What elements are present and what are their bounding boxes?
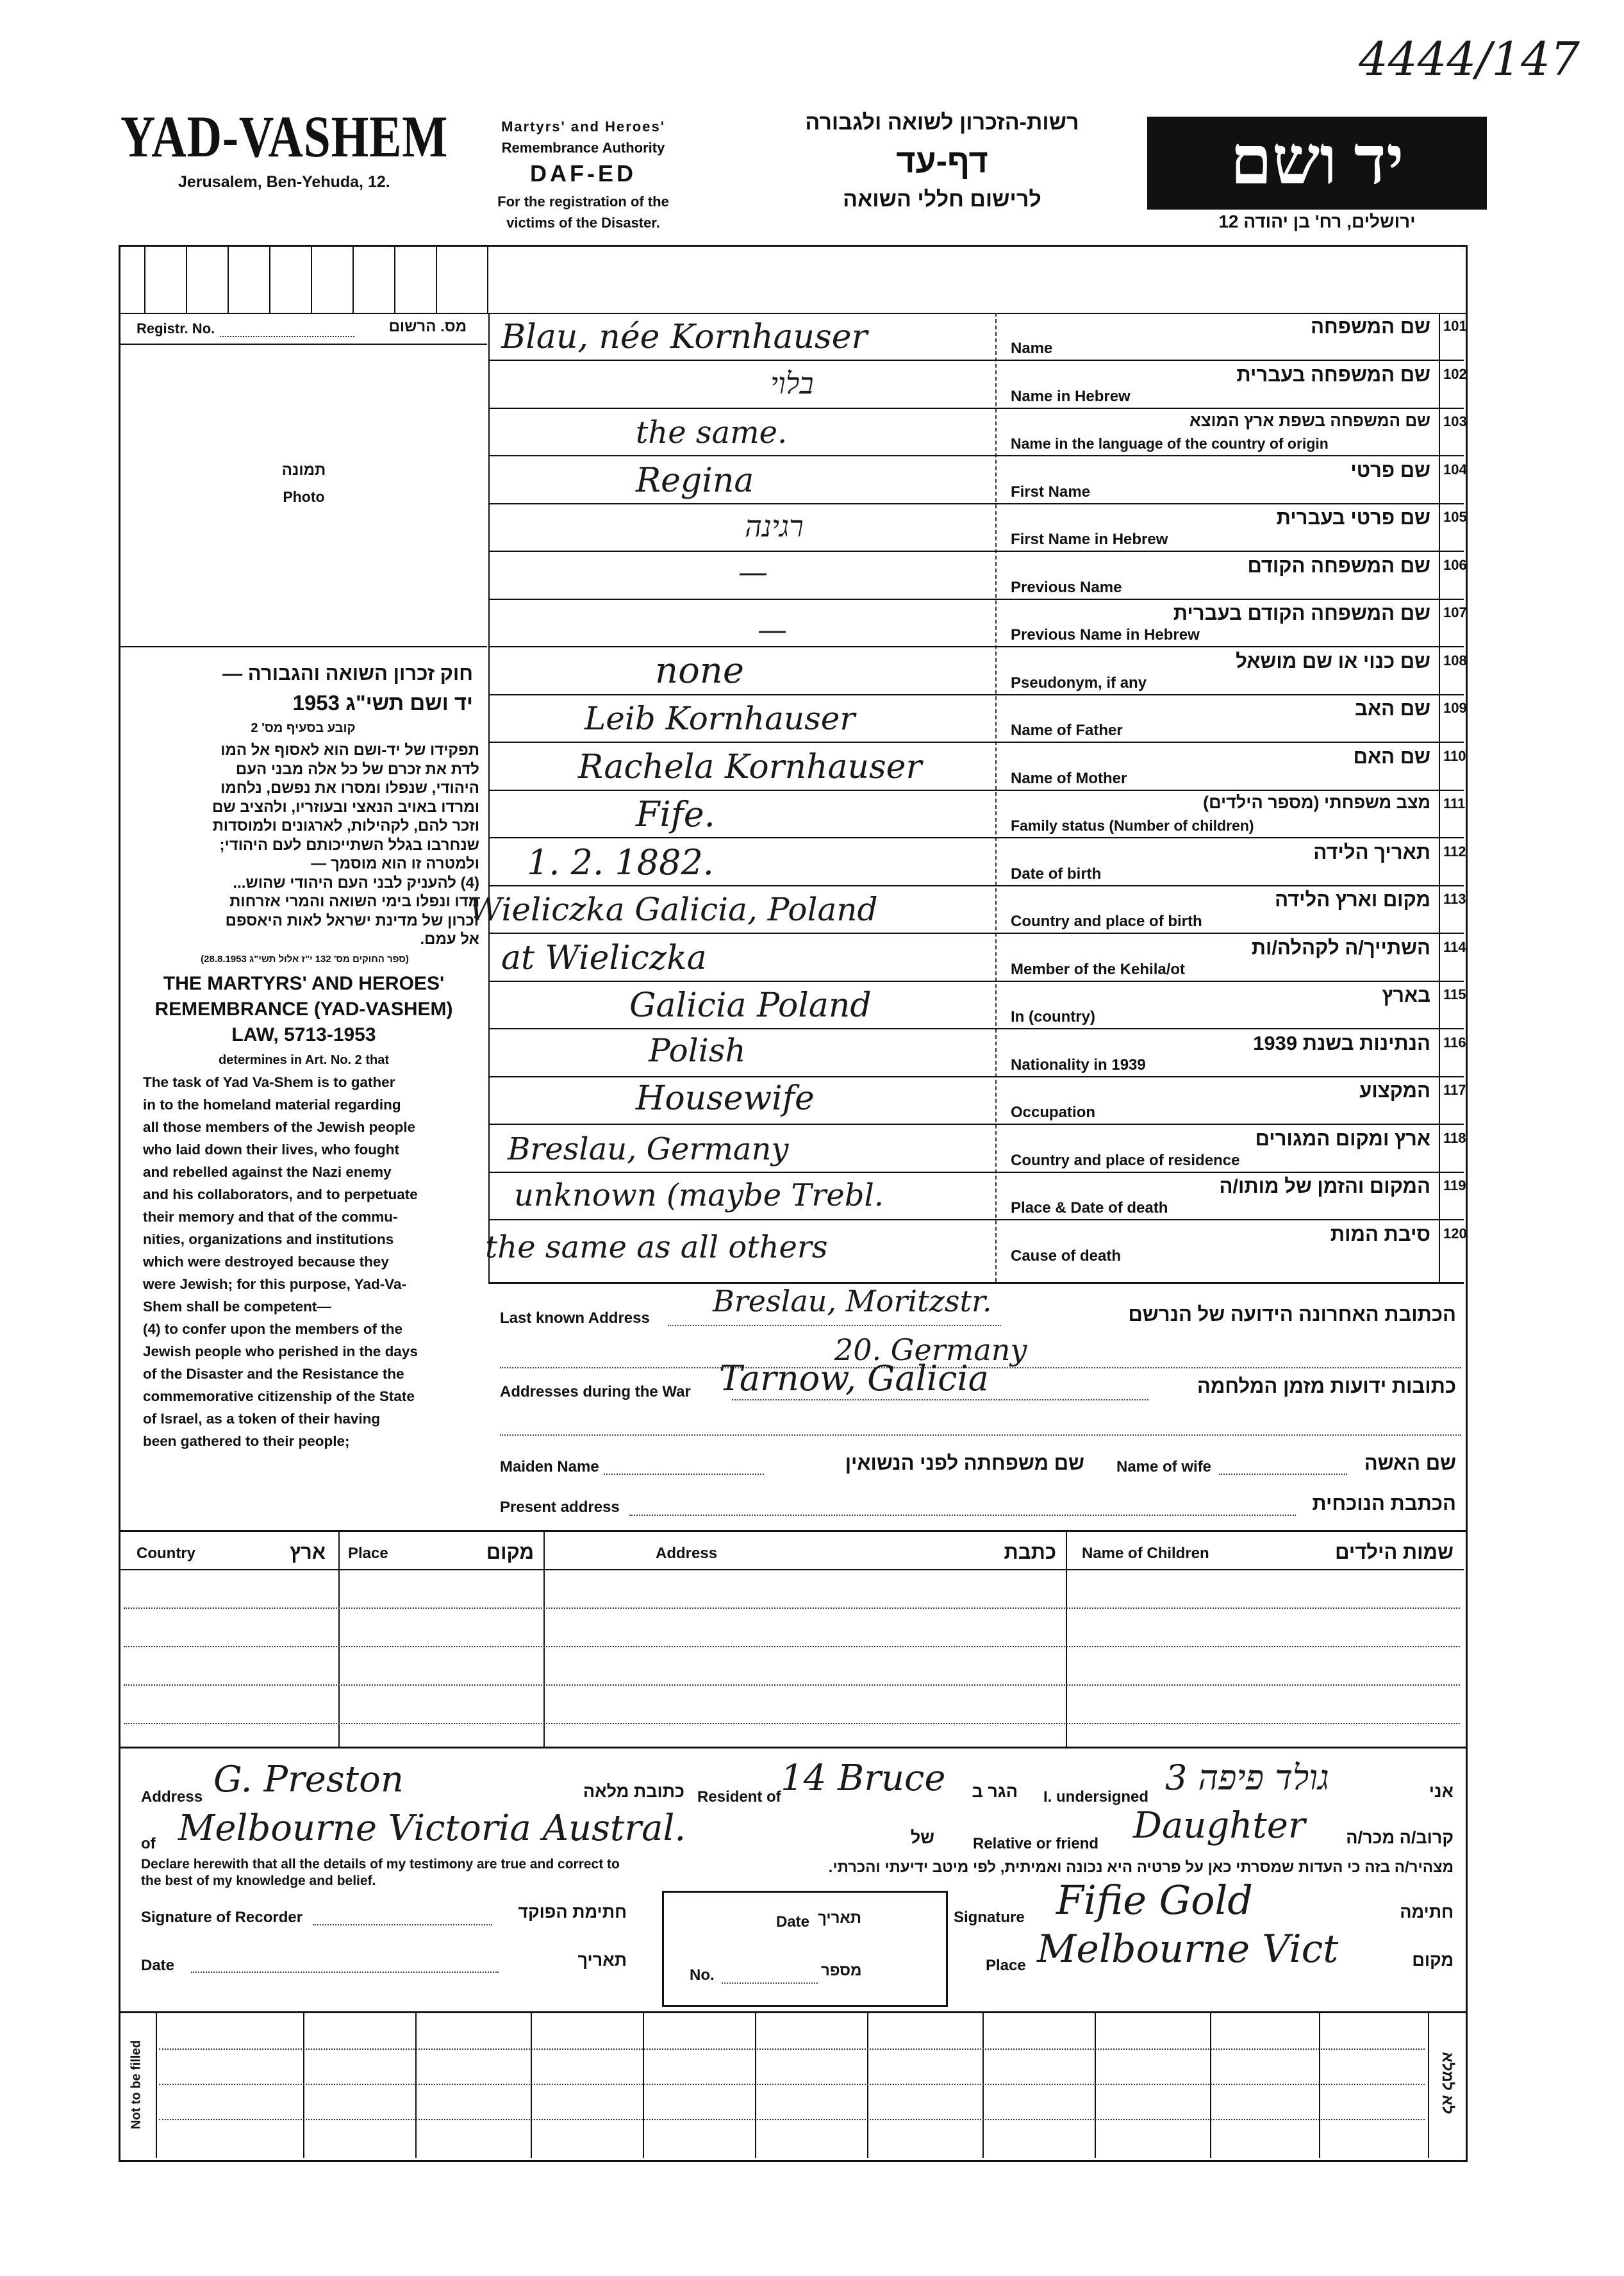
place-value[interactable]: Melbourne Vict — [1037, 1927, 1339, 1972]
wife-name-heb: שם האשה — [1364, 1452, 1456, 1474]
col-address: Address — [656, 1545, 718, 1562]
field-row-109 — [488, 695, 1467, 742]
field-label-en: Name in the language of the country of origin — [1011, 435, 1329, 452]
field-number: 110 — [1443, 747, 1466, 764]
date-heb: תאריך — [577, 1950, 627, 1970]
address-block — [488, 1284, 1464, 1530]
declaration-block — [120, 1749, 1464, 1984]
field-value[interactable]: 1. 2. 1882. — [527, 842, 714, 883]
law-en-line: of Israel, as a token of their having — [143, 1411, 381, 1427]
law-en-line: which were destroyed because they — [143, 1254, 389, 1270]
field-value[interactable]: Breslau, Germany — [508, 1131, 789, 1167]
place-label: Place — [986, 1957, 1026, 1974]
last-address-label: Last known Address — [500, 1309, 650, 1327]
law-en-line: all those members of the Jewish people — [143, 1119, 416, 1135]
law-heb-line: (4) להעניק לבני העם היהודי שהוש... — [233, 874, 479, 892]
field-label-heb: הנתינות בשנת 1939 — [1253, 1031, 1430, 1054]
law-en-title-1: THE MARTYRS' AND HEROES' — [163, 973, 445, 994]
field-row-101 — [488, 313, 1467, 360]
children-table — [120, 1532, 1464, 1747]
field-value[interactable]: Polish — [649, 1031, 746, 1069]
field-label-en: Pseudonym, if any — [1011, 674, 1147, 692]
field-row-114 — [488, 934, 1464, 981]
field-value[interactable]: Blau, née Kornhauser — [501, 318, 868, 356]
field-label-en: Member of the Kehila/ot — [1011, 960, 1186, 978]
field-label-heb: המקום והזמן של מותו/ה — [1219, 1175, 1430, 1197]
col-place-heb: מקום — [486, 1541, 534, 1563]
law-en-title-2: REMEMBRANCE (YAD-VASHEM) — [154, 999, 453, 1020]
field-value[interactable]: none — [655, 649, 744, 692]
law-heb-title-2: יד ושם תשי"ג 1953 — [292, 691, 473, 715]
field-number: 109 — [1443, 700, 1467, 716]
signature-label: Signature — [954, 1909, 1025, 1926]
field-label-heb: מקום וארץ הלידה — [1275, 888, 1430, 911]
law-en-line: The task of Yad Va-Shem is to gather — [143, 1074, 395, 1090]
field-value[interactable]: Wieliczka Galicia, Poland — [469, 891, 878, 928]
header-subtitle-2: Remembrance Authority — [501, 140, 665, 156]
field-number: 116 — [1443, 1034, 1466, 1051]
law-heb-line: זכרון של מדינת ישראל לאות היאספם — [225, 911, 479, 929]
law-en-line: of the Disaster and the Resistance the — [143, 1366, 404, 1382]
field-value[interactable]: בלוי — [770, 365, 814, 401]
hebrew-subtitle: לרישום חללי השואה — [843, 187, 1041, 212]
box-no-heb: מספר — [821, 1962, 862, 1979]
field-label-heb: סיבת המות — [1330, 1222, 1430, 1245]
field-label-heb: שם המשפחה הקודם בעברית — [1173, 602, 1430, 624]
field-label-en: Name in Hebrew — [1011, 387, 1131, 405]
signature-value[interactable]: Fifie Gold — [1056, 1877, 1253, 1923]
signature-heb: חתימה — [1400, 1902, 1454, 1922]
law-heb-line: מדו ונפלו בימי השואה והמרי אזרחות — [229, 893, 479, 910]
field-number: 102 — [1443, 365, 1467, 382]
law-heb-line: לדת את זכרם של כל אלה מבני העם — [235, 760, 479, 778]
address-heb: כתובת מלאה — [583, 1782, 684, 1801]
archive-number-note: 4444/147 — [1359, 32, 1580, 86]
field-row-111 — [488, 790, 1464, 838]
law-heb-line: ולמטרה זו הוא מוסמך — — [311, 855, 479, 872]
field-label-en: Previous Name in Hebrew — [1011, 626, 1200, 644]
yad-vashem-logo — [1147, 117, 1487, 210]
field-label-heb: ארץ ומקום המגורים — [1255, 1127, 1430, 1150]
law-heb-ref: (ספר החוקים מס' 132 י"ז אלול תשי"ג 28.8.1953) — [201, 954, 409, 965]
field-label-en: Country and place of residence — [1011, 1151, 1240, 1169]
left-panel — [120, 313, 487, 1531]
field-value[interactable]: רגינה — [745, 509, 804, 544]
field-label-en: Cause of death — [1011, 1247, 1122, 1265]
law-en-line: commemorative citizenship of the State — [143, 1388, 415, 1404]
law-en-line: (4) to confer upon the members of the — [143, 1321, 403, 1337]
field-label-en: First Name — [1011, 483, 1091, 501]
field-number: 117 — [1443, 1082, 1466, 1098]
field-number: 115 — [1443, 986, 1466, 1002]
field-value[interactable]: Housewife — [636, 1079, 815, 1118]
field-row-108 — [488, 647, 1467, 695]
law-en-line: Shem shall be competent— — [143, 1299, 331, 1315]
present-address-heb: הכתבת הנוכחית — [1312, 1492, 1456, 1515]
law-heb-line: אל עמם. — [420, 931, 479, 948]
maiden-name-heb: שם משפחתה לפני הנשואין — [845, 1452, 1084, 1474]
col-children: Name of Children — [1082, 1545, 1209, 1562]
field-number: 107 — [1443, 604, 1467, 620]
divider — [120, 1569, 1464, 1570]
header-address: Jerusalem, Ben-Yehuda, 12. — [178, 173, 390, 191]
field-row-119 — [488, 1172, 1464, 1220]
field-row-102 — [488, 361, 1467, 408]
field-label-heb: שם המשפחה הקודם — [1247, 554, 1430, 577]
field-label-heb: שם המשפחה בעברית — [1236, 363, 1430, 386]
field-label-en: Place & Date of death — [1011, 1199, 1168, 1217]
relative-heb: קרוב/ה מכר/ה — [1346, 1828, 1454, 1847]
resident-value[interactable]: 14 Bruce — [781, 1757, 946, 1799]
field-number: 101 — [1443, 318, 1467, 334]
undersigned-value[interactable]: גולד פיפה 3 — [1165, 1757, 1329, 1798]
law-en-line: who laid down their lives, who fought — [143, 1142, 399, 1158]
office-stamp-box — [662, 1891, 948, 2007]
divider — [487, 245, 488, 313]
law-heb-line: וזכר להם, לקהילות, לארגונים ולמוסדות — [212, 817, 479, 835]
law-heb-line: היהודי, שנפלו ומסרו את נפשם, נלחמו — [220, 779, 479, 797]
header-subtitle-1: Martyrs' and Heroes' — [501, 119, 665, 135]
recorder-signature-heb: חתימת הפוקד — [518, 1902, 627, 1922]
field-number: 103 — [1443, 413, 1467, 429]
field-row-106 — [488, 552, 1467, 599]
law-en-line: were Jewish; for this purpose, Yad-Va- — [143, 1276, 406, 1292]
divider — [120, 646, 487, 647]
field-label-heb: מצב משפחתי (מספר הילדים) — [1203, 793, 1430, 812]
field-value[interactable]: at Wieliczka — [501, 938, 707, 977]
law-heb-line: ומרדו באויב הנאצי ובעוזריו, ולהציב שם — [212, 798, 479, 816]
field-row-118 — [488, 1125, 1464, 1172]
registr-heb: מס. הרשום — [388, 318, 467, 335]
address-label: Address — [141, 1788, 203, 1806]
law-en-line: in to the homeland material regarding — [143, 1097, 401, 1113]
registr-label: Registr. No. — [137, 320, 215, 336]
law-heb-body — [130, 741, 479, 949]
field-row-105 — [488, 504, 1467, 551]
col-place: Place — [348, 1545, 388, 1562]
field-label-heb: שם כנוי או שם מושאל — [1236, 649, 1430, 672]
declaration-en: Declare herewith that all the details of my testimony are true and correct to the best of my knowledge and belief. — [141, 1857, 620, 1888]
field-label-en: Name of Father — [1011, 722, 1123, 739]
field-label-heb: שם המשפחה — [1311, 315, 1430, 338]
date-label: Date — [141, 1957, 175, 1974]
of-value[interactable]: Melbourne Victoria Austral. — [178, 1807, 686, 1849]
logo-text: יד ושם — [1230, 123, 1404, 198]
undersigned-heb: אני — [1429, 1782, 1454, 1801]
relative-label: Relative or friend — [973, 1835, 1099, 1852]
resident-heb: הגר ב — [972, 1782, 1018, 1801]
field-value[interactable]: — — [738, 554, 768, 589]
field-row-112 — [488, 838, 1464, 886]
declaration-heb: מצהיר/ה בזה כי העדות שמסרתי כאן על פרטיה היא נכונה ואמיתית, לפי מיטב ידיעתי והכרתי. — [828, 1859, 1454, 1876]
field-value[interactable]: — — [758, 612, 787, 647]
law-en-sub: determines in Art. No. 2 that — [219, 1053, 389, 1067]
war-address-value[interactable]: Tarnow, Galicia — [719, 1358, 989, 1399]
law-heb-sub: קובע בסעיף מס' 2 — [251, 721, 356, 735]
hebrew-address: ירושלים, רח' בן יהודה 12 — [1218, 212, 1416, 231]
photo-heb: תמונה — [281, 461, 326, 479]
field-row-120 — [485, 1220, 1467, 1268]
divider — [120, 344, 487, 345]
col-children-heb: שמות הילדים — [1335, 1541, 1454, 1563]
victim-fields — [469, 313, 1467, 1274]
field-label-heb: שם פרטי בעברית — [1276, 506, 1430, 529]
field-value[interactable]: the same. — [636, 415, 788, 451]
field-label-heb: שם האב — [1355, 697, 1430, 720]
field-value[interactable]: Galicia Poland — [629, 986, 872, 1025]
field-value[interactable]: Rachela Kornhauser — [578, 747, 922, 786]
divider — [338, 1532, 340, 1747]
place-heb: מקום — [1412, 1950, 1454, 1970]
field-label-heb: בארץ — [1382, 984, 1430, 1006]
field-label-en: Previous Name — [1011, 578, 1122, 596]
header-subtitle-3: For the registration of the — [497, 194, 669, 210]
field-label-en: Country and place of birth — [1011, 913, 1202, 930]
field-number: 112 — [1443, 843, 1466, 860]
hebrew-daf-ed: דף-עד — [896, 143, 988, 180]
field-row-113 — [469, 886, 1466, 933]
field-label-heb: המקצוע — [1359, 1079, 1430, 1102]
field-label-en: In (country) — [1011, 1008, 1095, 1026]
daf-ed-title: DAF-ED — [530, 160, 636, 187]
field-row-115 — [488, 981, 1464, 1029]
col-address-heb: כתבת — [1004, 1541, 1056, 1563]
law-heb-line: תפקידו של יד-ושם הוא לאסוף אל המו — [220, 742, 479, 759]
field-label-heb: תאריך הלידה — [1313, 840, 1430, 863]
law-heb-title: חוק זכרון השואה והגבורה — — [222, 662, 473, 685]
field-label-en: Name of Mother — [1011, 769, 1127, 787]
declarant-address-value[interactable]: G. Preston — [213, 1759, 404, 1800]
field-label-heb: שם האם — [1353, 745, 1430, 768]
field-row-116 — [488, 1029, 1464, 1077]
col-country: Country — [137, 1545, 195, 1562]
photo-label: Photo — [283, 488, 325, 505]
field-number: 106 — [1443, 556, 1467, 573]
field-label-en: Family status (Number of children) — [1011, 817, 1254, 834]
field-number: 118 — [1443, 1129, 1466, 1146]
field-label-heb: שם פרטי — [1350, 458, 1430, 481]
field-number: 105 — [1443, 509, 1467, 525]
field-label-en: Occupation — [1011, 1104, 1096, 1121]
field-label-en: First Name in Hebrew — [1011, 531, 1168, 548]
of-heb: של — [910, 1828, 934, 1847]
war-address-heb: כתובות ידועות מזמן המלחמה — [1197, 1375, 1456, 1397]
law-en-line: nities, organizations and institutions — [143, 1231, 394, 1247]
present-address-label: Present address — [500, 1499, 620, 1516]
field-value[interactable]: Regina — [636, 461, 754, 500]
of-label: of — [141, 1835, 156, 1852]
field-number: 114 — [1443, 938, 1466, 955]
field-number: 120 — [1443, 1225, 1467, 1242]
wife-name-label: Name of wife — [1116, 1458, 1212, 1475]
field-label-heb: השתייך/ה לקהלה/ות — [1251, 936, 1430, 959]
field-row-117 — [488, 1077, 1464, 1124]
last-address-value[interactable]: Breslau, Moritzstr. — [713, 1284, 992, 1318]
field-number: 104 — [1443, 461, 1467, 478]
law-en-line: been gathered to their people; — [143, 1433, 350, 1449]
divider — [543, 1532, 545, 1747]
field-number: 108 — [1443, 652, 1467, 669]
box-no-label: No. — [690, 1966, 715, 1984]
col-country-heb: ארץ — [289, 1541, 326, 1563]
undersigned-label: I. undersigned — [1043, 1788, 1149, 1806]
law-en-line: their memory and that of the commu- — [143, 1209, 398, 1225]
field-row-110 — [488, 743, 1464, 790]
field-value[interactable]: Fife. — [636, 794, 715, 835]
field-label-en: Date of birth — [1011, 865, 1102, 883]
office-use-grid — [120, 2013, 1464, 2158]
field-number: 113 — [1443, 891, 1466, 907]
maiden-name-label: Maiden Name — [500, 1458, 599, 1475]
law-en-body — [143, 1071, 483, 1452]
relative-value[interactable]: Daughter — [1133, 1805, 1305, 1847]
field-number: 111 — [1443, 795, 1466, 811]
law-en-line: and his collaborators, and to perpetuate — [143, 1186, 418, 1202]
field-value[interactable]: the same as all others — [485, 1229, 828, 1265]
war-address-label: Addresses during the War — [500, 1383, 691, 1400]
registration-ticks — [119, 245, 487, 313]
field-label-en: Nationality in 1939 — [1011, 1056, 1146, 1074]
not-to-be-filled-label: Not to be filled — [129, 2040, 144, 2129]
not-to-be-filled-heb: לא למלא — [1439, 2052, 1456, 2114]
field-value[interactable]: Leib Kornhauser — [584, 700, 856, 737]
recorder-signature-label: Signature of Recorder — [141, 1909, 303, 1926]
law-heb-line: שנחרבו בגלל השתייכותם לעם היהודי; — [219, 836, 479, 854]
last-address-heb: הכתובת האחרונה הידועה של הנרשם — [1128, 1303, 1456, 1325]
field-label-en: Name — [1011, 340, 1053, 357]
last-address-value-2[interactable]: 20. Germany — [834, 1333, 1027, 1367]
field-number: 119 — [1443, 1177, 1466, 1193]
field-row-104 — [488, 456, 1467, 504]
law-en-line: and rebelled against the Nazi enemy — [143, 1164, 392, 1180]
field-value[interactable]: unknown (maybe Trebl. — [514, 1177, 884, 1213]
law-en-title-3: LAW, 5713-1953 — [231, 1024, 376, 1045]
field-row-103 — [488, 408, 1467, 456]
box-date-heb: תאריך — [818, 1909, 862, 1927]
box-date-label: Date — [776, 1913, 810, 1931]
divider — [1066, 1532, 1067, 1747]
yad-vashem-title: YAD-VASHEM — [120, 104, 449, 169]
header-subtitle-4: victims of the Disaster. — [506, 215, 660, 231]
field-label-heb: שם המשפחה בשפת ארץ המוצא — [1189, 411, 1430, 430]
law-en-line: Jewish people who perished in the days — [143, 1343, 418, 1359]
resident-label: Resident of — [697, 1788, 781, 1806]
hebrew-authority: רשות-הזכרון לשואה ולגבורה — [805, 110, 1079, 135]
field-row-107 — [488, 599, 1467, 647]
